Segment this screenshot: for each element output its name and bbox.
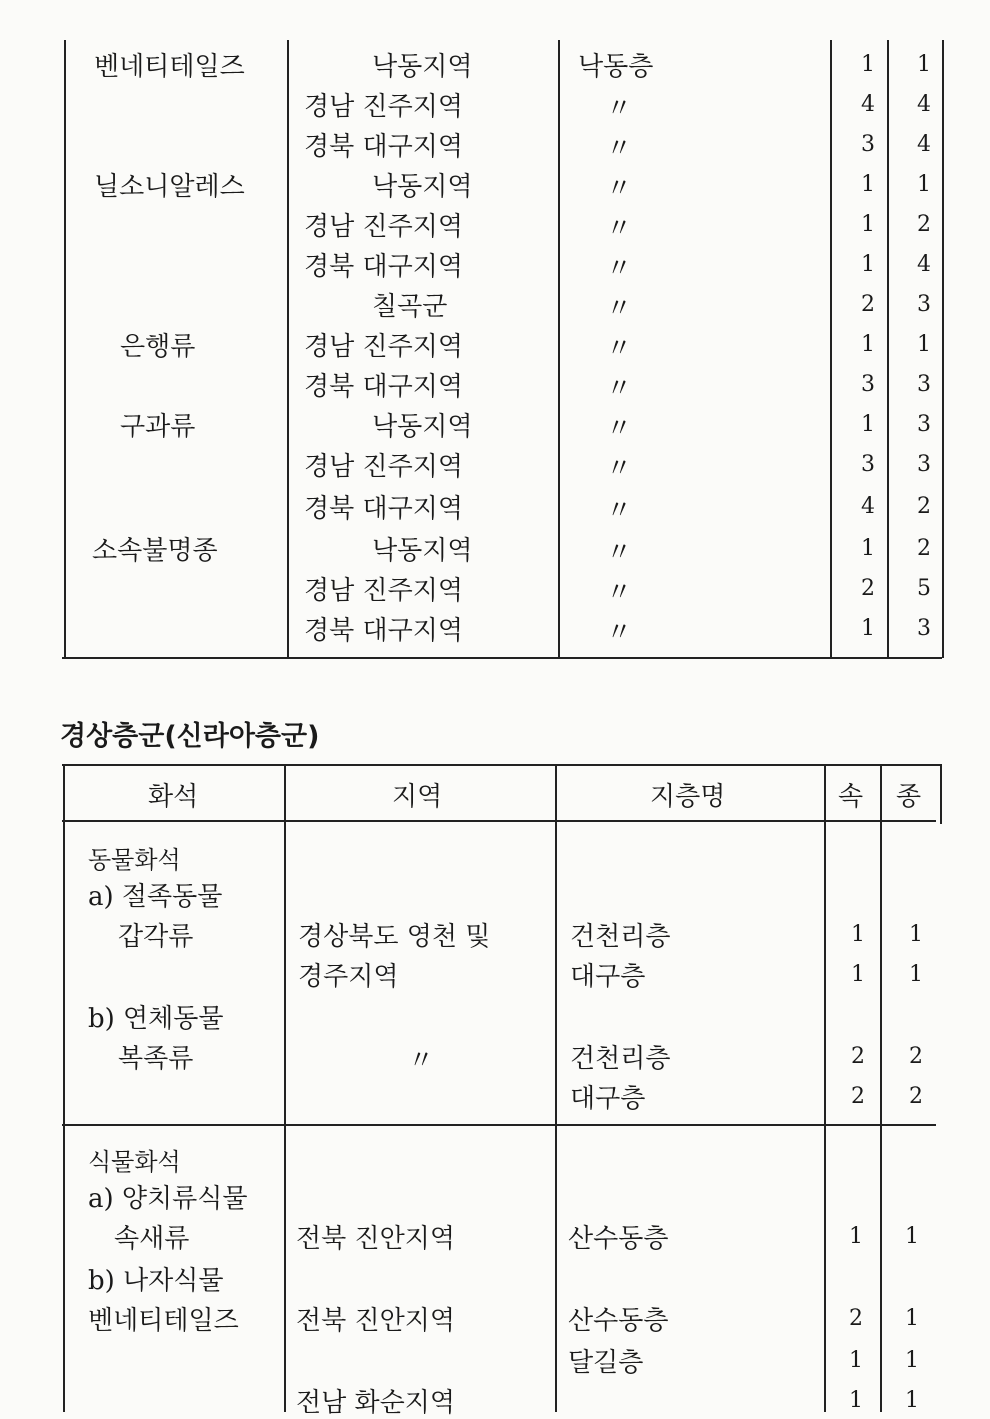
header-fossil: 화석	[148, 782, 199, 812]
genus-count: 1	[849, 1348, 863, 1373]
table2-col-rule-3	[824, 764, 826, 1412]
region-gyeongju: 경주지역	[298, 962, 399, 992]
table1-formation: 〃	[606, 538, 633, 568]
formation: 달길층	[568, 1348, 644, 1378]
section-title: 경상층군(신라아층군)	[60, 721, 320, 752]
table1-fossil-label: 닐소니알레스	[94, 172, 245, 202]
table1-genus-count: 3	[861, 372, 875, 397]
table1-genus-count: 2	[861, 576, 875, 601]
gastropoda-label: 복족류	[118, 1044, 194, 1074]
table1-species-count: 1	[917, 332, 931, 357]
table1-region: 경남 진주지역	[304, 212, 463, 242]
table1-genus-count: 3	[861, 132, 875, 157]
table1-species-count: 3	[917, 616, 931, 641]
region-ditto: 〃	[408, 1046, 435, 1076]
species-count: 1	[905, 1348, 919, 1373]
table1-formation: 〃	[606, 334, 633, 364]
sub-pteridophyta: a) 양치류식물	[88, 1184, 248, 1214]
genus-count: 2	[849, 1306, 863, 1331]
table1-region: 경남 진주지역	[304, 452, 463, 482]
table1-species-count: 3	[917, 292, 931, 317]
table1-region: 낙동지역	[372, 172, 473, 202]
header-genus: 속	[838, 782, 864, 812]
species-count: 1	[905, 1224, 919, 1249]
header-region: 지역	[392, 782, 443, 812]
table1-species-count: 3	[917, 452, 931, 477]
table1-region: 경북 대구지역	[304, 494, 463, 524]
table1-genus-count: 1	[861, 412, 875, 437]
formation: 대구층	[570, 1084, 646, 1114]
table1-genus-count: 1	[861, 172, 875, 197]
genus-count: 1	[849, 1224, 863, 1249]
table1-formation: 〃	[606, 134, 633, 164]
species-count: 1	[905, 1388, 919, 1413]
species-count: 1	[909, 922, 923, 947]
table1-genus-count: 2	[861, 292, 875, 317]
table1-genus-count: 1	[861, 52, 875, 77]
species-count: 2	[909, 1044, 923, 1069]
sub-mollusca: b) 연체동물	[88, 1004, 224, 1034]
crustacea-label: 갑각류	[118, 922, 194, 952]
table1-formation: 〃	[606, 214, 633, 244]
genus-count: 2	[851, 1084, 865, 1109]
table1-col-rule-4	[887, 40, 889, 658]
table1-col-rule-3	[830, 40, 832, 658]
table1-col-rule-2	[558, 40, 560, 658]
table2-left-rule	[63, 764, 65, 1412]
table1-col-rule-1	[287, 40, 289, 658]
table1-region: 낙동지역	[372, 536, 473, 566]
bennettitales-label: 벤네티테일즈	[88, 1306, 239, 1336]
formation: 건천리층	[570, 922, 671, 952]
species-count: 1	[909, 962, 923, 987]
table1-genus-count: 1	[861, 252, 875, 277]
table1-formation: 〃	[606, 618, 633, 648]
table1-species-count: 5	[917, 576, 931, 601]
group-animal-fossils-title: 동물화석	[88, 846, 181, 874]
species-count: 1	[905, 1306, 919, 1331]
formation: 산수동층	[568, 1224, 669, 1254]
table1-region: 경북 대구지역	[304, 616, 463, 646]
table1-formation: 〃	[606, 414, 633, 444]
table1-formation: 〃	[606, 578, 633, 608]
genus-count: 2	[851, 1044, 865, 1069]
table1-fossil-label: 은행류	[120, 332, 196, 362]
table1-species-count: 1	[917, 172, 931, 197]
table1-formation: 〃	[606, 294, 633, 324]
table1-formation: 낙동층	[578, 52, 654, 82]
region-jinan-2: 전북 진안지역	[296, 1306, 455, 1336]
table1-formation: 〃	[606, 94, 633, 124]
sub-gymnosperm: b) 나자식물	[88, 1266, 224, 1296]
table1-region: 경북 대구지역	[304, 372, 463, 402]
table1-bottom-rule	[62, 657, 942, 659]
table1-genus-count: 4	[861, 494, 875, 519]
equisetales-label: 속새류	[114, 1224, 190, 1254]
table1-region: 경북 대구지역	[304, 132, 463, 162]
table1-formation: 〃	[606, 174, 633, 204]
region-hwasun: 전남 화순지역	[296, 1388, 455, 1418]
table1-right-rule	[942, 40, 944, 658]
sub-arthropoda: a) 절족동물	[88, 882, 223, 912]
table1-species-count: 4	[917, 252, 931, 277]
table1-fossil-label: 소속불명종	[92, 536, 218, 566]
table1-formation: 〃	[606, 496, 633, 526]
region-jinan: 전북 진안지역	[296, 1224, 455, 1254]
table2-group-rule	[62, 1124, 936, 1126]
table1-genus-count: 1	[861, 536, 875, 561]
table1-genus-count: 4	[861, 92, 875, 117]
table2-col-rule-1	[284, 764, 286, 1412]
table1-species-count: 4	[917, 92, 931, 117]
table1-species-count: 2	[917, 494, 931, 519]
formation: 대구층	[570, 962, 646, 992]
table1-species-count: 4	[917, 132, 931, 157]
table1-region: 경남 진주지역	[304, 576, 463, 606]
table1-region: 낙동지역	[372, 412, 473, 442]
table2-col-rule-2	[555, 764, 557, 1412]
table1-species-count: 1	[917, 52, 931, 77]
table1-species-count: 3	[917, 412, 931, 437]
table1-genus-count: 1	[861, 616, 875, 641]
table1-region: 경남 진주지역	[304, 92, 463, 122]
table1-formation: 〃	[606, 254, 633, 284]
species-count: 2	[909, 1084, 923, 1109]
table1-left-rule	[64, 40, 66, 658]
table1-species-count: 3	[917, 372, 931, 397]
table1-region: 칠곡군	[372, 292, 448, 322]
table1-genus-count: 1	[861, 332, 875, 357]
table1-genus-count: 3	[861, 452, 875, 477]
table1-region: 경북 대구지역	[304, 252, 463, 282]
table1-genus-count: 1	[861, 212, 875, 237]
table1-species-count: 2	[917, 212, 931, 237]
header-species: 종	[896, 782, 922, 812]
table1-region: 낙동지역	[372, 52, 473, 82]
table1-fossil-label: 구과류	[120, 412, 196, 442]
formation: 산수동층	[568, 1306, 669, 1336]
table2-top-rule	[62, 764, 942, 766]
table1-formation: 〃	[606, 454, 633, 484]
genus-count: 1	[851, 922, 865, 947]
genus-count: 1	[851, 962, 865, 987]
table1-species-count: 2	[917, 536, 931, 561]
table1-region: 경남 진주지역	[304, 332, 463, 362]
table1-fossil-label: 벤네티테일즈	[94, 52, 245, 82]
group-plant-fossils-title: 식물화석	[88, 1148, 181, 1176]
genus-count: 1	[849, 1388, 863, 1413]
table2-right-rule	[940, 764, 942, 824]
header-formation: 지층명	[650, 782, 726, 812]
region-yeongcheon: 경상북도 영천 및	[298, 922, 491, 952]
table1-formation: 〃	[606, 374, 633, 404]
table2-col-rule-4	[880, 764, 882, 1412]
formation: 건천리층	[570, 1044, 671, 1074]
table2-header-rule	[62, 820, 936, 822]
